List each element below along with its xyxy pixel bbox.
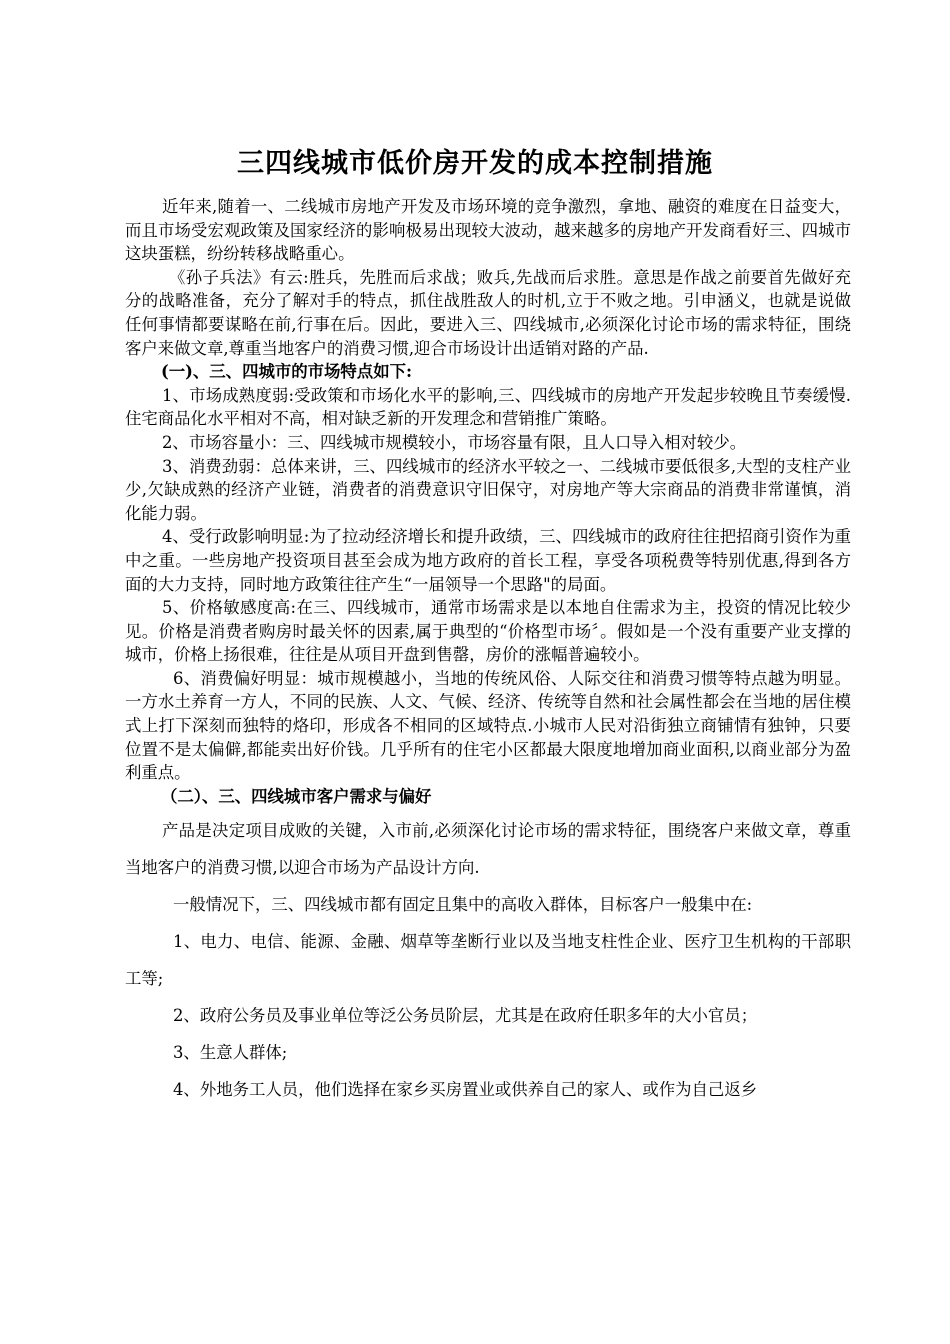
paragraph-sunzi: 《孙子兵法》有云:胜兵，先胜而后求战；败兵,先战而后求胜。意思是作战之前要首先做好充分的战略准备，充分了解对手的特点，抓住战胜敌人的时机,立于不败之地。引申涵义，也就是说做任何事情都要谋略在前,行事在后。因此，要进入三、四线城市,必须深化讨论市场的需求特征，围绕客户来做文章,尊重当地客户的消费习惯,迎合市场设计出适销对路的产品. <box>125 267 851 358</box>
paragraph-product-key: 产品是决定项目成败的关键，入市前,必须深化讨论市场的需求特征，围绕客户来做文章，尊重当地客户的消费习惯,以迎合市场为产品设计方向. <box>125 821 851 878</box>
list-item-consumption-preference: 6、消费偏好明显：城市规模越小，当地的传统风俗、人际交往和消费习惯等特点越为明显。一方水土养育一方人，不同的民族、人文、气候、经济、传统等自然和社会属性都会在当地的居住模式上打下深刻而独特的烙印，形成各不相同的区域特点.小城市人民对沿街独立商铺情有独钟，只要位置不是太偏僻,都能卖出好价钱。几乎所有的住宅小区都最大限度地增加商业面积,以商业部分为盈利重点。 <box>125 668 851 783</box>
list-item-consumption-power: 3、消费劲弱：总体来讲，三、四线城市的经济水平较之一、二线城市要低很多,大型的支柱产业少,欠缺成熟的经济产业链，消费者的消费意识守旧保守，对房地产等大宗商品的消费非常谨慎，消化能力弱。 <box>125 456 851 523</box>
list-item-market-capacity: 2、市场容量小：三、四线城市规模较小，市场容量有限，且人口导入相对较少。 <box>162 432 747 452</box>
section-heading-1: (一)、三、四城市的市场特点如下: <box>161 362 413 382</box>
list-item-civil-servants: 2、政府公务员及事业单位等泛公务员阶层，尤其是在政府任职多年的大小官员； <box>173 1006 758 1026</box>
document-title: 三四线城市低价房开发的成本控制措施 <box>237 148 713 179</box>
list-item-business-people: 3、生意人群体; <box>173 1043 288 1063</box>
document-body <box>125 195 851 1108</box>
list-item-market-maturity: 1、市场成熟度弱:受政策和市场化水平的影响,三、四线城市的房地产开发起步较晚且节奏缓慢.住宅商品化水平相对不高，相对缺乏新的开发理念和营销推广策略。 <box>125 385 851 429</box>
section-heading-2: （二）、三、四线城市客户需求与偏好 <box>161 786 432 806</box>
paragraph-intro: 近年来,随着一、二线城市房地产开发及市场环境的竞争激烈，拿地、融资的难度在日益变大，而且市场受宏观政策及国家经济的影响极易出现较大波动，越来越多的房地产开发商看好三、四城市这块蛋糕，纷纷转移战略重心。 <box>125 197 851 264</box>
paragraph-target-customers: 一般情况下，三、四线城市都有固定且集中的高收入群体，目标客户一般集中在: <box>173 895 753 915</box>
list-item-administrative-influence: 4、受行政影响明显:为了拉动经济增长和提升政绩，三、四线城市的政府往往把招商引资作为重中之重。一些房地产投资项目甚至会成为地方政府的首长工程，享受各项税费等特别优惠,得到各方面的大力支持，同时地方政策往往产生“一届领导一个思路"的局面。 <box>125 527 851 594</box>
list-item-price-sensitivity: 5、价格敏感度高:在三、四线城市，通常市场需求是以本地自住需求为主，投资的情况比较少见。价格是消费者购房时最关怀的因素,属于典型的“价格型市场〞。假如是一个没有重要产业支撑的城市，价格上扬很难，往往是从项目开盘到售罄，房价的涨幅普遍较小。 <box>125 598 851 665</box>
list-item-monopoly-industries: 1、电力、电信、能源、金融、烟草等垄断行业以及当地支柱性企业、医疗卫生机构的干部职工等; <box>125 932 851 989</box>
list-item-migrant-workers: 4、外地务工人员，他们选择在家乡买房置业或供养自己的家人、或作为自己返乡 <box>173 1080 758 1100</box>
